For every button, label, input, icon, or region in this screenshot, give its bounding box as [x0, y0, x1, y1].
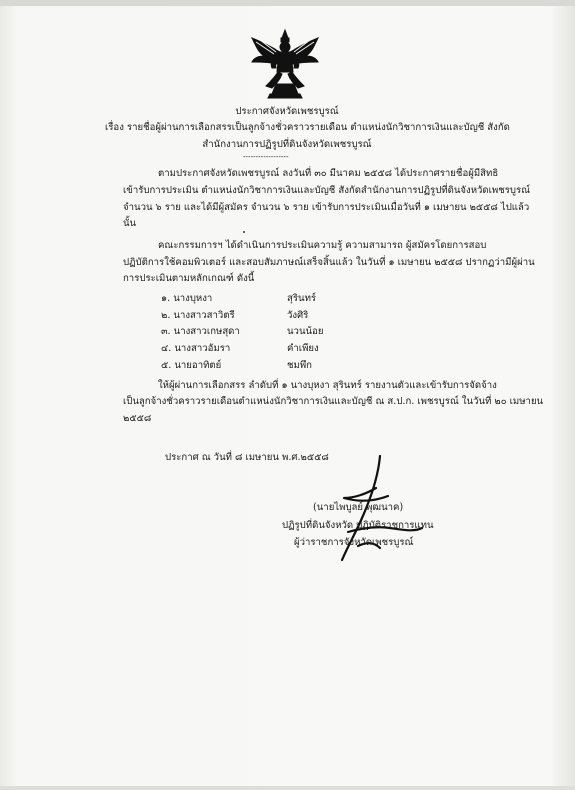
- subject-line-1: เรื่อง รายชื่อผู้ผ่านการเลือกสรรเป็นลูกจ้างชั่วคราวรายเดือน ตำแหน่งนักวิชาการเงินและบัญชี สังกัด: [105, 122, 510, 133]
- paragraph1-line3: จำนวน ๖ ราย และได้มีผู้สมัคร จำนวน ๖ ราย เข้ารับการประเมินเมื่อวันที่ ๑ เมษายน ๒๕๕๘ ไปแล้ว: [123, 202, 530, 213]
- paragraph2-line2: ปฏิบัติการใช้คอมพิวเตอร์ และสอบสัมภาษณ์เสร็จสิ้นแล้ว ในวันที่ ๑ เมษายน ๒๕๕๘ ปรากฏว่ามีผู้ผ่าน: [123, 257, 535, 268]
- paragraph3-line3: ๒๕๕๘: [123, 413, 152, 424]
- candidate-3-last: นวนน้อย: [287, 326, 324, 337]
- scan-edge-bottom: [0, 786, 575, 790]
- paragraph1-line2: เข้ารับการประเมิน ตำแหน่งนักวิชาการเงินและบัญชี สังกัดสำนักงานการปฏิรูปที่ดินจังหวัดเพชรบูรณ์: [123, 185, 531, 196]
- candidate-4-first: ๔. นางสาวอัมรา: [161, 343, 231, 354]
- candidate-1-first: ๑. นางบุหงา: [161, 293, 213, 304]
- candidate-5-last: ชมพึก: [287, 360, 312, 371]
- subject-line-2: สำนักงานการปฏิรูปที่ดินจังหวัดเพชรบูรณ์: [202, 139, 372, 150]
- garuda-emblem-icon: [248, 28, 322, 100]
- candidate-1-last: สุรินทร์: [287, 293, 317, 304]
- paragraph3-line1: ให้ผู้ผ่านการเลือกสรร ลำดับที่ ๑ นางบุหงา สุรินทร์ รายงานตัวและเข้ารับการจัดจ้าง: [158, 380, 497, 391]
- candidate-4-last: คำเพียง: [287, 343, 319, 354]
- signatory-name: (นายไพบูลย์ พุฒนาค): [313, 502, 404, 513]
- paragraph1-line4: นั้น: [123, 218, 137, 229]
- paragraph1-line1: ตามประกาศจังหวัดเพชรบูรณ์ ลงวันที่ ๓๐ มีนาคม ๒๕๕๘ ได้ประกาศรายชื่อผู้มีสิทธิ: [158, 168, 499, 179]
- scan-edge-top: [0, 0, 575, 6]
- candidate-5-first: ๕. นายอาทิตย์: [161, 360, 222, 371]
- signatory-position-2: ผู้ว่าราชการจังหวัดเพชรบูรณ์: [294, 537, 414, 548]
- signatory-position-1: ปฏิรูปที่ดินจังหวัด ปฏิบัติราชการแทน: [282, 520, 434, 531]
- candidate-3-first: ๓. นางสาวเกษสุดา: [161, 326, 240, 337]
- paragraph2-line1: คณะกรรมการฯ ได้ดำเนินการประเมินความรู้ ความสามารถ ผู้สมัครโดยการสอบ: [158, 240, 487, 251]
- paragraph2-line3: การประเมินตามหลักเกณฑ์ ดังนี้: [123, 273, 255, 284]
- document-title: ประกาศจังหวัดเพชรบูรณ์: [235, 106, 339, 117]
- speck: [243, 231, 245, 233]
- paragraph3-line2: เป็นลูกจ้างชั่วคราวรายเดือนตำแหน่งนักวิชาการเงินและบัญชี ณ ส.ป.ก. เพชรบูรณ์ ในวันที่ ๒๐ เมษายน: [123, 396, 544, 407]
- announcement-date: ประกาศ ณ วันที่ ๘ เมษายน พ.ศ.๒๕๕๘: [165, 452, 329, 463]
- candidate-2-first: ๒. นางสาวสาวิตรี: [161, 310, 235, 321]
- candidate-2-last: วังศิริ: [287, 310, 309, 321]
- header-divider: ------------------: [243, 153, 289, 161]
